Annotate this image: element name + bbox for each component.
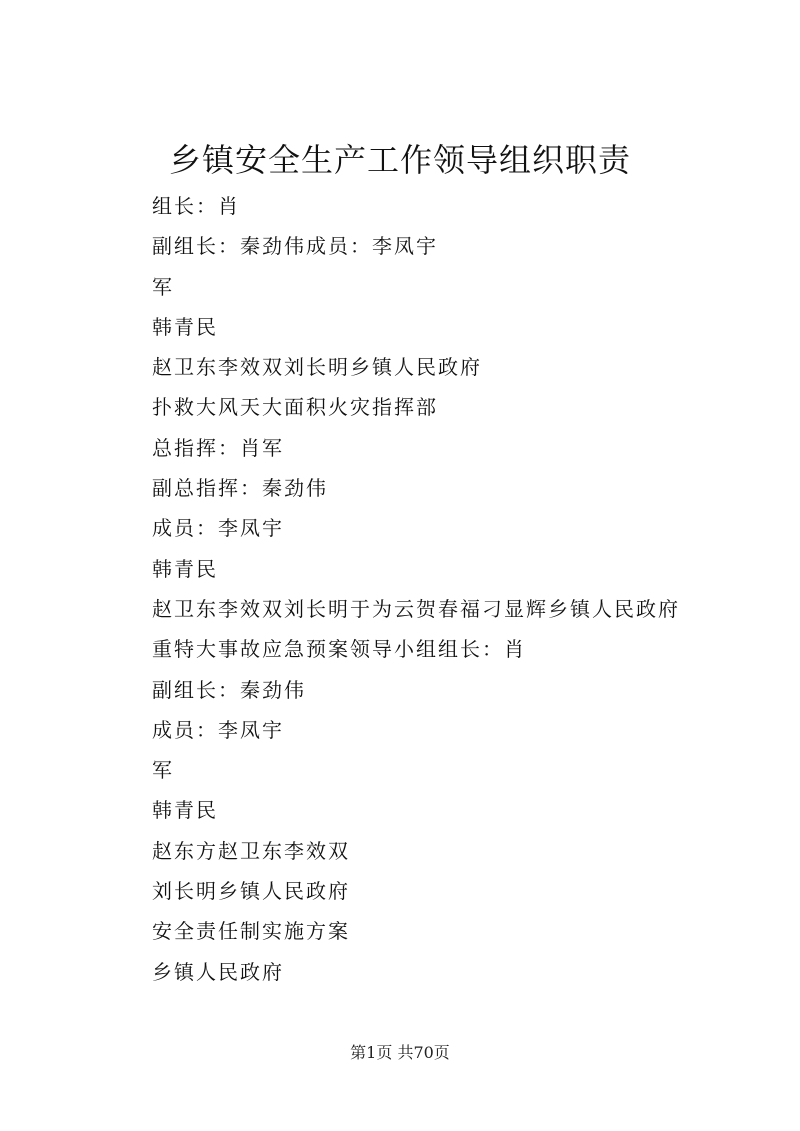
body-line: 乡镇人民政府	[152, 959, 284, 984]
body-line: 安全责任制实施方案	[152, 919, 350, 944]
body-line: 副组长：秦劲伟	[152, 677, 306, 702]
body-line: 副组长：秦劲伟成员：李凤宇	[152, 234, 438, 259]
body-line: 军	[152, 274, 174, 299]
body-line: 总指挥：肖军	[152, 435, 284, 460]
body-line: 韩青民	[152, 798, 218, 823]
body-line: 扑救大风天大面积火灾指挥部	[152, 395, 438, 420]
document-title: 乡镇安全生产工作领导组织职责	[168, 141, 631, 179]
body-line: 韩青民	[152, 314, 218, 339]
body-line: 韩青民	[152, 556, 218, 581]
body-line: 军	[152, 758, 174, 783]
body-line: 副总指挥：秦劲伟	[152, 476, 328, 501]
body-line: 成员：李凤宇	[152, 516, 284, 541]
body-line: 组长：肖	[152, 194, 240, 218]
page-number-footer: 第1页 共70页	[350, 1043, 450, 1062]
body-line: 重特大事故应急预案领导小组组长：肖	[152, 637, 526, 662]
body-line: 赵卫东李效双刘长明乡镇人民政府	[152, 355, 482, 380]
body-line: 成员：李凤宇	[152, 717, 284, 742]
body-line: 赵卫东李效双刘长明于为云贺春福刁显辉乡镇人民政府	[152, 596, 680, 621]
document-body	[152, 188, 752, 994]
body-line: 刘长明乡镇人民政府	[152, 879, 350, 904]
body-line: 赵东方赵卫东李效双	[152, 838, 350, 863]
